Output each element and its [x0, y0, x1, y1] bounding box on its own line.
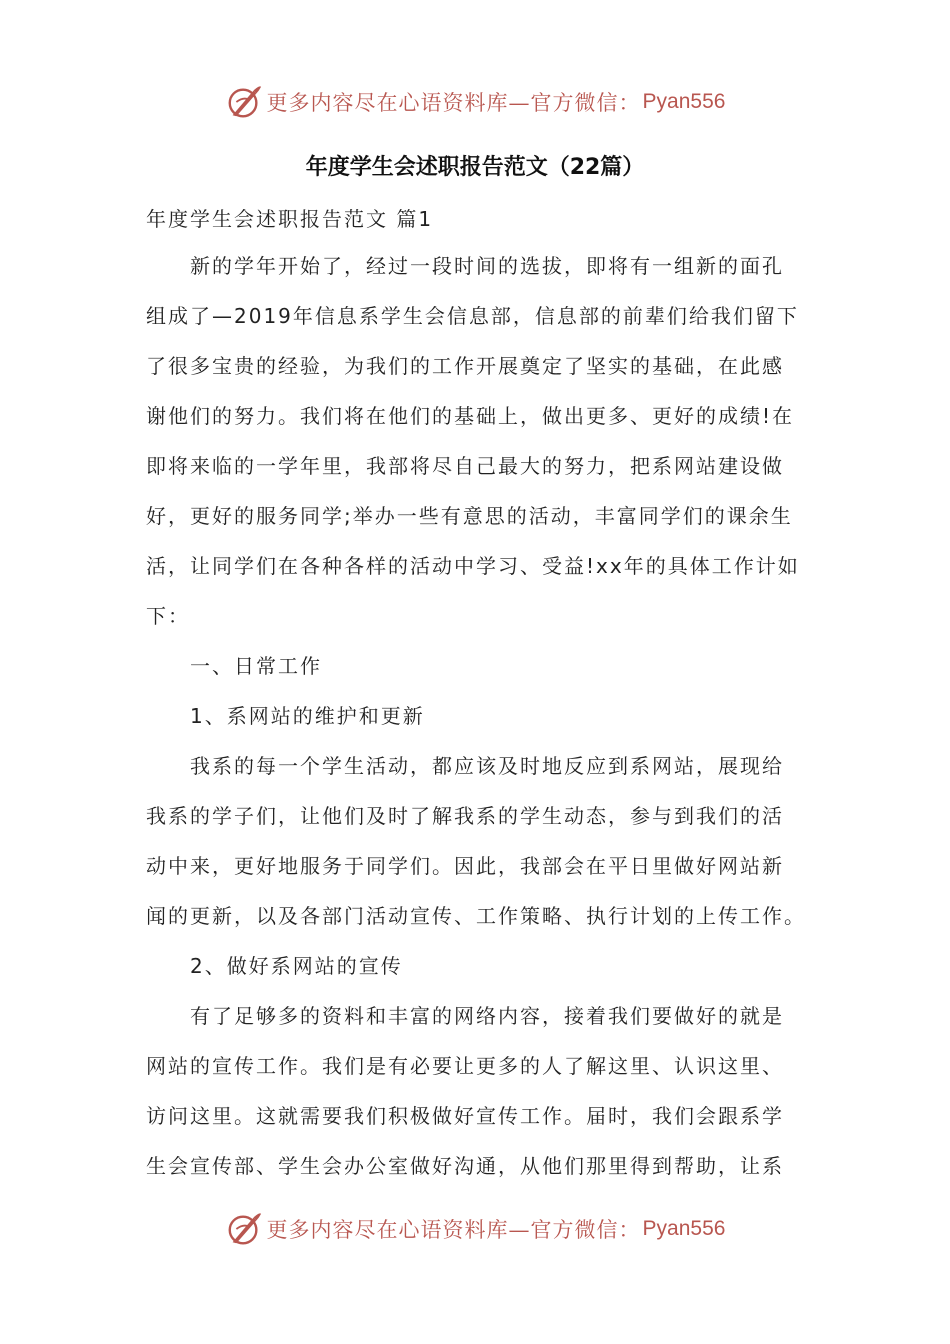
quill-logo-icon: [225, 83, 263, 121]
document-body: [146, 197, 806, 1191]
section-heading: 2、做好系网站的宣传: [190, 954, 403, 978]
watermark-footer: [0, 1209, 950, 1249]
paragraph-line: 有了足够多的资料和丰富的网络内容，接着我们要做好的就是: [190, 1004, 784, 1028]
watermark-wechat-id: Pyan556: [642, 1217, 726, 1240]
paragraph-line: 闻的更新，以及各部门活动宣传、工作策略、执行计划的上传工作。: [146, 904, 806, 928]
paragraph-line: 好，更好的服务同学;举办一些有意思的活动，丰富同学们的课余生: [146, 504, 793, 528]
paragraph-line: 谢他们的努力。我们将在他们的基础上，做出更多、更好的成绩!在: [146, 404, 795, 428]
document-title: 年度学生会述职报告范文（22篇）: [305, 155, 645, 180]
quill-logo-icon: [225, 1210, 263, 1248]
paragraph-line: 网站的宣传工作。我们是有必要让更多的人了解这里、认识这里、: [146, 1054, 784, 1078]
paragraph-line: 下：: [146, 604, 190, 628]
section-heading: 一、日常工作: [190, 654, 322, 678]
paragraph-line: 了很多宝贵的经验，为我们的工作开展奠定了坚实的基础，在此感: [146, 354, 784, 378]
paragraph-line: 即将来临的一学年里，我部将尽自己最大的努力，把系网站建设做: [146, 454, 784, 478]
section-subtitle: 年度学生会述职报告范文 篇1: [146, 207, 434, 231]
paragraph-line: 我系的学子们，让他们及时了解我系的学生动态，参与到我们的活: [146, 804, 784, 828]
paragraph-line: 生会宣传部、学生会办公室做好沟通，从他们那里得到帮助，让系: [146, 1154, 784, 1178]
paragraph-line: 动中来，更好地服务于同学们。因此，我部会在平日里做好网站新: [146, 854, 784, 878]
paragraph-line: 活，让同学们在各种各样的活动中学习、受益!xx年的具体工作计如: [146, 554, 800, 578]
paragraph-line: 我系的每一个学生活动，都应该及时地反应到系网站，展现给: [190, 754, 784, 778]
watermark-text: 更多内容尽在心语资料库—官方微信：: [266, 1218, 641, 1242]
paragraph-line: 访问这里。这就需要我们积极做好宣传工作。届时，我们会跟系学: [146, 1104, 784, 1128]
watermark-wechat-id: Pyan556: [642, 90, 726, 113]
paragraph-line: 新的学年开始了，经过一段时间的选拔，即将有一组新的面孔: [190, 254, 784, 278]
watermark-header: [0, 82, 950, 122]
paragraph-line: 组成了—2019年信息系学生会信息部，信息部的前辈们给我们留下: [146, 304, 799, 328]
watermark-text: 更多内容尽在心语资料库—官方微信：: [266, 91, 641, 115]
section-heading: 1、系网站的维护和更新: [190, 704, 425, 728]
